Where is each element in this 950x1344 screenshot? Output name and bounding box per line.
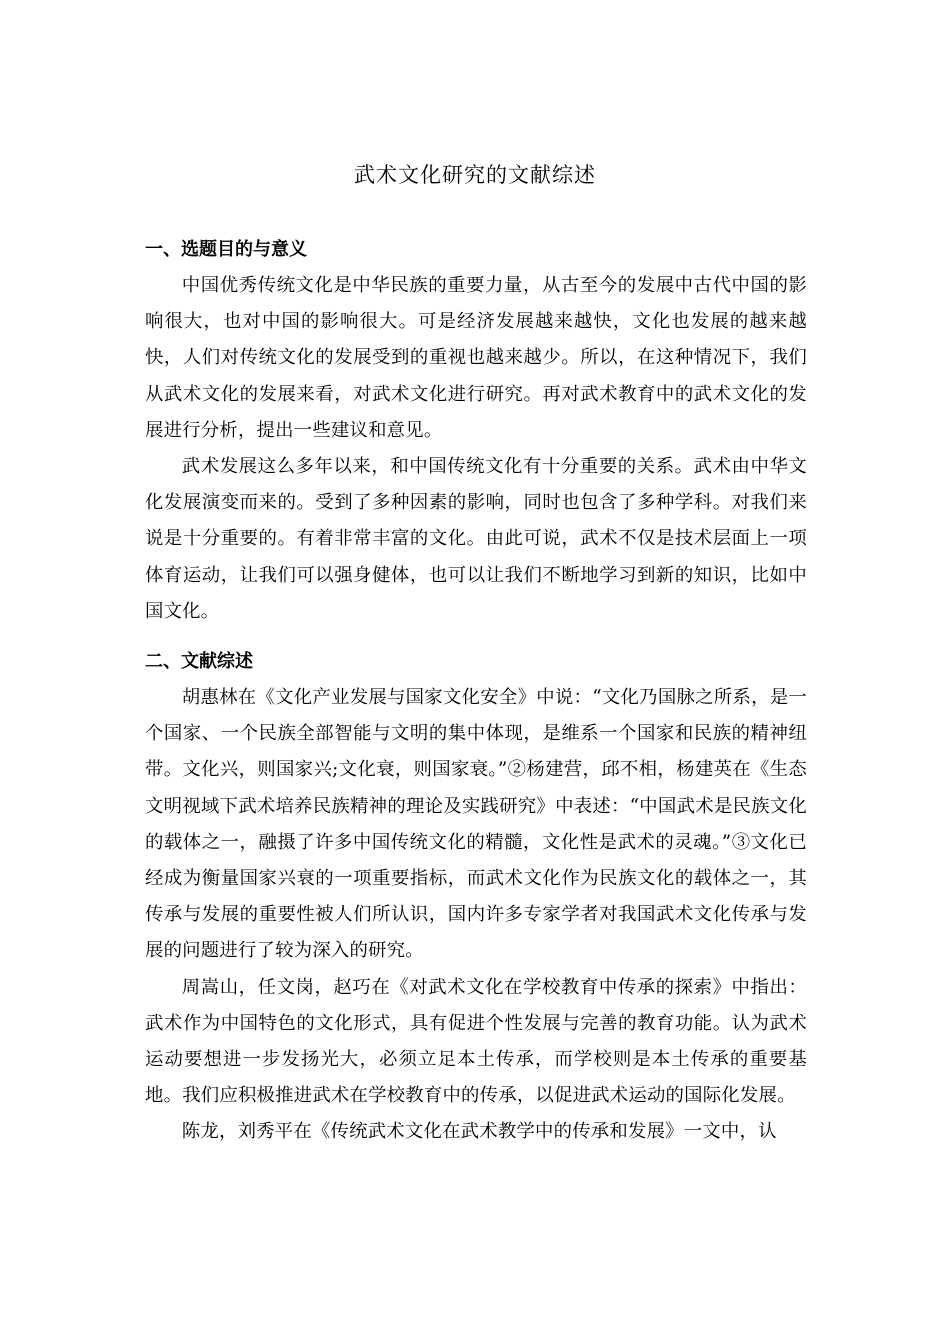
paragraph: 陈龙，刘秀平在《传统武术文化在武术教学中的传承和发展》一文中，认 (181, 1121, 777, 1143)
paragraph: 武术发展这么多年以来，和中国传统文化有十分重要的关系。武术由中华文化发展演变而来的。受到了多种因素的影响，同时也包含了多种学科。对我们来说是十分重要的。有着非常丰富的文化。由此可说，武术不仅是技术层面上一项体育运动，让我们可以强身健体，也可以让我们不断地学习到新的知识，比如中国文化。 (145, 456, 807, 622)
paragraph: 胡惠林在《文化产业发展与国家文化安全》中说：“文化乃国脉之所系，是一个国家、一个民族全部智能与文明的集中体现，是维系一个国家和民族的精神纽带。文化兴，则国家兴;文化衰，则国家衰。”②杨建营，邱不相，杨建英在《生态文明视域下武术培养民族精神的理论及实践研究》中表述：“中国武术是民族文化的载体之一，融摄了许多中国传统文化的精髓，文化性是武术的灵魂。”③文化已经成为衡量国家兴衰的一项重要指标，而武术文化作为民族文化的载体之一，其传承与发展的重要性被人们所认识，国内许多专家学者对我国武术文化传承与发展的问题进行了较为深入的研究。 (145, 687, 807, 962)
section-heading-purpose: 一、选题目的与意义 (145, 239, 307, 260)
section-heading-literature-review: 二、文献综述 (145, 651, 253, 673)
document-title: 武术文化研究的文献综述 (354, 163, 596, 187)
paragraph: 中国优秀传统文化是中华民族的重要力量，从古至今的发展中古代中国的影响很大，也对中国的影响很大。可是经济发展越来越快，文化也发展的越来越快，人们对传统文化的发展受到的重视也越来越少。所以，在这种情况下，我们从武术文化的发展来看，对武术文化进行研究。再对武术教育中的武术文化的发展进行分析，提出一些建议和意见。 (145, 275, 807, 441)
paragraph: 周嵩山，任文岗，赵巧在《对武术文化在学校教育中传承的探索》中指出：武术作为中国特色的文化形式，具有促进个性发展与完善的教育功能。认为武术运动要想进一步发扬光大，必须立足本土传承，而学校则是本土传承的重要基地。我们应积极推进武术在学校教育中的传承，以促进武术运动的国际化发展。 (145, 976, 807, 1107)
document-body (145, 232, 807, 1151)
